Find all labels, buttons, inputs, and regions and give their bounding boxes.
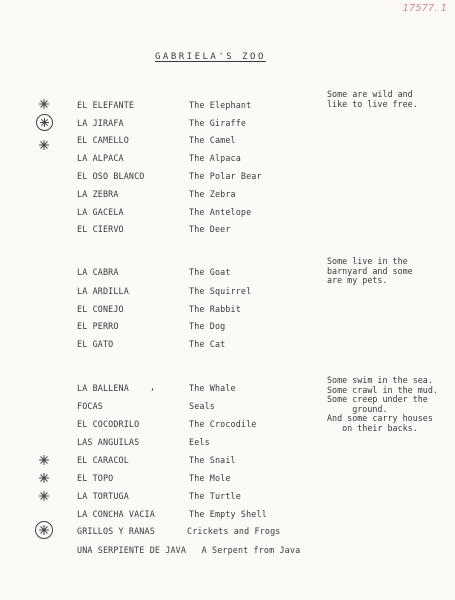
- animal-row: [0, 207, 455, 217]
- english-name: The Turtle: [189, 491, 241, 501]
- spanish-name: LA ARDILLA: [77, 286, 129, 296]
- spanish-name: FOCAS: [77, 401, 103, 411]
- animal-row: [0, 171, 455, 181]
- english-name: The Whale: [189, 383, 236, 393]
- english-name: The Cat: [189, 339, 226, 349]
- english-name: The Goat: [189, 267, 231, 277]
- spanish-name: LA BALLENA: [77, 383, 129, 393]
- spanish-name: EL COCODRILO: [77, 419, 140, 429]
- english-name: The Crocodile: [189, 419, 257, 429]
- animal-row: [0, 189, 455, 199]
- animal-row: [0, 526, 455, 536]
- english-name: The Snail: [189, 455, 236, 465]
- spanish-name: EL OSO BLANCO: [77, 171, 145, 181]
- catalog-number: 17577. 1: [402, 3, 447, 14]
- animal-row: [0, 455, 455, 465]
- spanish-name: LA CABRA: [77, 267, 119, 277]
- section-1-note: Some are wild and like to live free.: [327, 89, 418, 109]
- english-name: The Antelope: [189, 207, 252, 217]
- animal-row: [0, 153, 455, 163]
- circled-asterisk-mark-icon: [34, 520, 54, 540]
- spanish-name: EL CARACOL: [77, 455, 129, 465]
- english-name: The Squirrel: [189, 286, 252, 296]
- animal-row: [0, 100, 455, 110]
- english-name: The Camel: [189, 135, 236, 145]
- spanish-name: EL TOPO: [77, 473, 114, 483]
- section-3-note: Some swim in the sea. Some crawl in the mud. Some creep under the ground. And some carry houses on their backs.: [327, 375, 438, 433]
- spanish-name: LA GACELA: [77, 207, 124, 217]
- stray-mark: ,: [150, 382, 156, 392]
- asterisk-mark-icon: [36, 470, 52, 486]
- english-name: Seals: [189, 401, 215, 411]
- animal-row: [0, 473, 455, 483]
- animal-row: [0, 509, 455, 519]
- english-name: The Rabbit: [189, 304, 241, 314]
- spanish-name: LA ZEBRA: [77, 189, 119, 199]
- english-name: The Elephant: [189, 100, 252, 110]
- animal-row: [0, 304, 455, 314]
- english-name: The Deer: [189, 224, 231, 234]
- circled-asterisk-mark-icon: [35, 113, 54, 132]
- english-name: Crickets and Frogs: [187, 526, 281, 536]
- animal-row: [0, 419, 455, 429]
- animal-row: [0, 383, 455, 393]
- animal-row: [0, 118, 455, 128]
- english-name: The Giraffe: [189, 118, 247, 128]
- spanish-name: EL GATO: [77, 339, 114, 349]
- asterisk-mark-icon: [36, 137, 52, 153]
- english-name: The Zebra: [189, 189, 236, 199]
- animal-row: [0, 491, 455, 501]
- animal-row: [0, 321, 455, 331]
- page-title: GABRIELA'S ZOO: [155, 52, 266, 62]
- english-name: The Polar Bear: [189, 171, 262, 181]
- english-name: Eels: [189, 437, 210, 447]
- asterisk-mark-icon: [36, 96, 52, 112]
- animal-row: [0, 437, 455, 447]
- spanish-name: LA TORTUGA: [77, 491, 129, 501]
- asterisk-mark-icon: [36, 452, 52, 468]
- spanish-name: EL PERRO: [77, 321, 119, 331]
- animal-row: [0, 401, 455, 411]
- spanish-name: LA ALPACA: [77, 153, 124, 163]
- spanish-name: EL CIERVO: [77, 224, 124, 234]
- spanish-name: LA CONCHA VACIA: [77, 509, 155, 519]
- english-name: The Mole: [189, 473, 231, 483]
- animal-row: [0, 224, 455, 234]
- animal-row: [0, 135, 455, 145]
- spanish-name: GRILLOS Y RANAS: [77, 526, 155, 536]
- footer-line: UNA SERPIENTE DE JAVA A Serpent from Java: [77, 545, 301, 555]
- english-name: The Alpaca: [189, 153, 241, 163]
- spanish-name: EL ELEFANTE: [77, 100, 135, 110]
- spanish-name: EL CONEJO: [77, 304, 124, 314]
- animal-row: [0, 339, 455, 349]
- spanish-name: LA JIRAFA: [77, 118, 124, 128]
- animal-row: [0, 286, 455, 296]
- asterisk-mark-icon: [36, 488, 52, 504]
- section-2-note: Some live in the barnyard and some are my pets.: [327, 256, 413, 285]
- spanish-name: LAS ANGUILAS: [77, 437, 140, 447]
- english-name: The Dog: [189, 321, 226, 331]
- spanish-name: EL CAMELLO: [77, 135, 129, 145]
- animal-row: [0, 267, 455, 277]
- english-name: The Empty Shell: [189, 509, 267, 519]
